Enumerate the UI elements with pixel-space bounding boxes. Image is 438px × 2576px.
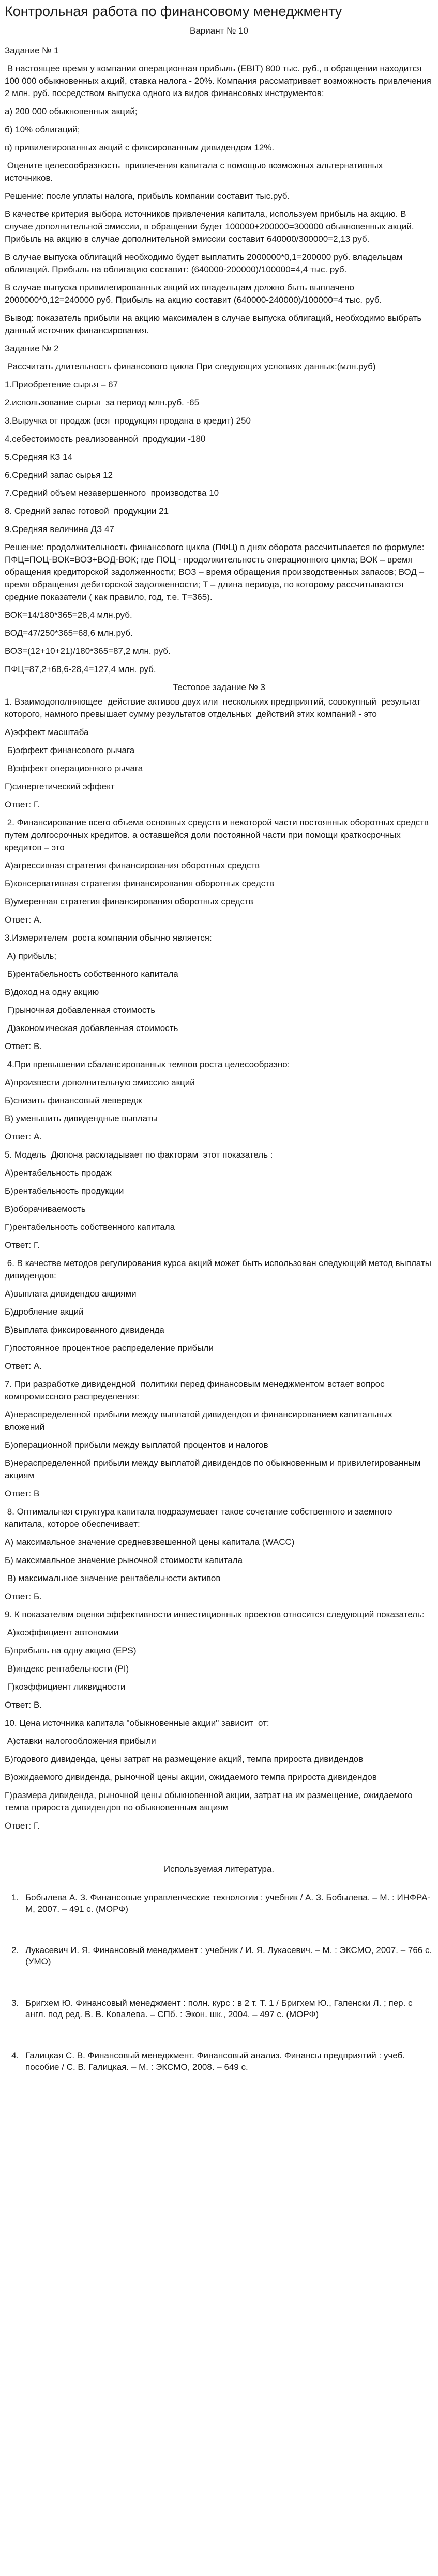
question-option: В)эффект операционного рычага <box>5 763 143 773</box>
question-option: Г)постоянное процентное распределение прибыли <box>5 1343 214 1353</box>
question-option: А)ставки налогообложения прибыли <box>5 1736 156 1746</box>
question-option: В)оборачиваемость <box>5 1204 86 1214</box>
question-option: Б)дробление акций <box>5 1307 84 1317</box>
question-option: Г)рентабельность собственного капитала <box>5 1222 175 1232</box>
task-1-solution-4: В случае выпуска привилегированных акций их владельцам должно быть выплачено 2000000*0,12=240000 руб. Прибыль на акцию составит (640000-240000)/100000=4 тыс. руб. <box>5 283 382 305</box>
question-option: Б)рентабельность продукции <box>5 1186 124 1196</box>
question-option: А)рентабельность продаж <box>5 1168 112 1178</box>
question-option: Г)размера дивиденда, рыночной цены обыкновенной акции, затрат на их размещение, ожидаемого темпа прироста дивидендов по обыкновенным акциям <box>5 1790 415 1813</box>
task-2-solution: Решение: продолжительность финансового цикла (ПФЦ) в днях оборота рассчитывается по формуле: ПФЦ=ПОЦ-ВОК=ВОЗ+ВОД-ВОК; где ПОЦ - продолжительность операционного цикла; ВОК – время обращения кредиторской задолженности; ВОЗ – время обращения производственных запасов; ВОД – время обращения дебиторской задолженности; T – длина периода, по которому рассчитываются средние показатели ( как правило, год, т.е. Т=365). <box>5 542 427 602</box>
question-option: Д)экономическая добавленная стоимость <box>5 1023 178 1033</box>
literature-heading: Используемая литература. <box>163 1864 275 1874</box>
task-1-question: Оцените целесообразность привлечения капитала с помощью возможных альтернативных источников. <box>5 161 385 183</box>
task-1-solution-3: В случае выпуска облигаций необходимо будет выплатить 2000000*0,1=200000 руб. владельцам облигаций. Прибыль на облигацию составит: (640000-200000)/100000=4,4 тыс. руб. <box>5 252 405 274</box>
question-text: 9. К показателям оценки эффективности инвестиционных проектов относится следующий показатель: <box>5 1610 425 1619</box>
task-1-option-b: б) 10% облигаций; <box>5 124 80 134</box>
question-option: А) максимальное значение средневзвешенной цены капитала (WACC) <box>5 1537 295 1547</box>
literature-item: 4. Галицкая С. В. Финансовый менеджмент. Финансовый анализ. Финансы предприятий : учеб. пособие / С. В. Галицкая. – М. : ЭКСМО, 2008. – 649 с. <box>21 2050 433 2073</box>
question-option: Б)прибыль на одну акцию (EPS) <box>5 1646 137 1656</box>
literature-list <box>5 1892 433 2073</box>
question-option: Г)синергетический эффект <box>5 782 115 791</box>
question-7 <box>5 1378 433 1500</box>
question-answer: Ответ: В. <box>5 1041 42 1051</box>
question-2 <box>5 817 433 926</box>
question-text: 2. Финансирование всего объема основных средств и некоторой части постоянных оборотных средств путем долгосрочных кредитов. а оставшейся доли постоянной части при помощи краткосрочных кредитов – это <box>5 818 431 852</box>
literature-item: 2. Лукасевич И. Я. Финансовый менеджмент : учебник / И. Я. Лукасевич. – М. : ЭКСМО, 2007. – 766 с. (УМО) <box>21 1945 433 1968</box>
question-text: 10. Цена источника капитала "обыкновенные акции" зависит от: <box>5 1718 269 1728</box>
task-1-heading: Задание № 1 <box>5 45 59 55</box>
question-answer: Ответ: В. <box>5 1700 42 1710</box>
question-option: А)нераспределенной прибыли между выплатой дивидендов и финансированием капитальных вложений <box>5 1410 395 1432</box>
question-9 <box>5 1609 433 1711</box>
question-option: А)коэффициент автономии <box>5 1628 119 1637</box>
question-option: Б)годового дивиденда, цены затрат на размещение акций, темпа прироста дивидендов <box>5 1754 364 1764</box>
question-option: А)эффект масштаба <box>5 727 89 737</box>
question-option: В) уменьшить дивидендные выплаты <box>5 1114 158 1123</box>
question-option: В) максимальное значение рентабельности активов <box>5 1573 221 1583</box>
question-option: А)выплата дивидендов акциями <box>5 1289 137 1299</box>
question-option: В)выплата фиксированного дивиденда <box>5 1325 164 1335</box>
task-2-heading: Задание № 2 <box>5 344 59 353</box>
literature-item: 1. Бобылева А. З. Финансовые управленческие технологии : учебник / А. З. Бобылева. – М. : ИНФРА-М, 2007. – 491 с. (МОРФ) <box>21 1892 433 1915</box>
document-title: Контрольная работа по финансовому менеджменту <box>5 4 342 19</box>
variant-label: Вариант № 10 <box>190 26 248 36</box>
task-2-voz: ВОЗ=(12+10+21)/180*365=87,2 млн. руб. <box>5 646 171 656</box>
question-option: В)индекс рентабельности (PI) <box>5 1664 129 1674</box>
task-2-item: 8. Средний запас готовой продукции 21 <box>5 506 169 516</box>
question-answer: Ответ: А. <box>5 1132 42 1142</box>
question-option: Г)рыночная добавленная стоимость <box>5 1005 156 1015</box>
question-option: Г)коэффициент ликвидности <box>5 1682 126 1692</box>
question-text: 1. Взаимодополняющее действие активов двух или нескольких предприятий, совокупный результат которого, намного превышает сумму результатов отдельных действий этих компаний - это <box>5 697 424 719</box>
question-option: Б)рентабельность собственного капитала <box>5 969 178 979</box>
task-1-solution-1: Решение: после уплаты налога, прибыль компании составит тыс.руб. <box>5 191 290 201</box>
question-option: Б) максимальное значение рыночной стоимости капитала <box>5 1555 243 1565</box>
question-text: 6. В качестве методов регулирования курса акций может быть использован следующий метод выплаты дивидендов: <box>5 1258 434 1281</box>
question-3 <box>5 932 433 1053</box>
question-text: 3.Измерителем роста компании обычно является: <box>5 933 212 943</box>
question-text: 5. Модель Дюпона раскладывает по факторам этот показатель : <box>5 1150 273 1160</box>
literature <box>5 1863 433 2073</box>
question-8 <box>5 1506 433 1603</box>
question-6 <box>5 1257 433 1372</box>
question-option: Б)эффект финансового рычага <box>5 745 135 755</box>
task-2-vod: ВОД=47/250*365=68,6 млн.руб. <box>5 628 133 638</box>
task-2-item: 4.себестоимость реализованной продукции -180 <box>5 434 206 444</box>
task-2-item: 3.Выручка от продаж (вся продукция продана в кредит) 250 <box>5 416 251 426</box>
question-option: В)доход на одну акцию <box>5 987 99 997</box>
question-answer: Ответ: Г. <box>5 1240 40 1250</box>
task-3 <box>5 681 433 1832</box>
question-option: Б)консервативная стратегия финансирования оборотных средств <box>5 879 274 888</box>
question-answer: Ответ: Г. <box>5 1821 40 1831</box>
question-1 <box>5 696 433 811</box>
question-option: Б)снизить финансовый левередж <box>5 1096 142 1105</box>
question-answer: Ответ: А. <box>5 915 42 925</box>
question-option: В)нераспределенной прибыли между выплатой дивидендов по обыкновенным и привилегированным акциям <box>5 1458 424 1480</box>
question-5 <box>5 1149 433 1252</box>
question-option: А) прибыль; <box>5 951 57 961</box>
question-text: 4.При превышении сбалансированных темпов роста целесообразно: <box>5 1059 290 1069</box>
question-text: 8. Оптимальная структура капитала подразумевает такое сочетание собственного и заемного капитала, которое обеспечивает: <box>5 1507 395 1529</box>
task-1-conclusion: Вывод: показатель прибыли на акцию максимален в случае выпуска облигаций, необходимо выбрать данный источник финансирования. <box>5 313 425 335</box>
question-option: А)агрессивная стратегия финансирования оборотных средств <box>5 861 260 870</box>
task-1-option-a: а) 200 000 обыкновенных акций; <box>5 106 138 116</box>
task-2-pfc: ПФЦ=87,2+68,6-28,4=127,4 млн. руб. <box>5 664 156 674</box>
task-1-solution-2: В качестве критерия выбора источников привлечения капитала, используем прибыль на акцию. В случае дополнительной эмиссии, в обращении будет 100000+200000=300000 обыкновенных акций. Прибыль на акцию в случае дополнительной эмиссии составит 640000/300000=2,13 руб. <box>5 209 417 244</box>
question-option: В)ожидаемого дивиденда, рыночной цены акции, ожидаемого темпа прироста дивидендов <box>5 1772 377 1782</box>
task-2 <box>5 342 433 676</box>
task-2-item: 5.Средняя КЗ 14 <box>5 452 73 462</box>
question-answer: Ответ: Г. <box>5 800 40 809</box>
question-option: В)умеренная стратегия финансирования оборотных средств <box>5 897 253 907</box>
task-2-item: 1.Приобретение сырья – 67 <box>5 380 118 389</box>
task-2-vok: ВОК=14/180*365=28,4 млн.руб. <box>5 610 132 620</box>
task-2-item: 7.Средний объем незавершенного производства 10 <box>5 488 219 498</box>
task-3-heading: Тестовое задание № 3 <box>172 682 265 692</box>
task-1 <box>5 44 433 337</box>
task-1-intro: В настоящее время у компании операционная прибыль (EBIT) 800 тыс. руб., в обращении находится 100 000 обыкновенных акций, ставка налога - 20%. Компания рассматривает возможность привлечения 2 млн. руб. посредством выпуска одного из видов финансовых инструментов: <box>5 64 434 98</box>
task-2-intro: Рассчитать длительность финансового цикла При следующих условиях данных:(млн.руб) <box>5 362 376 371</box>
task-2-item: 9.Средняя величина ДЗ 47 <box>5 524 114 534</box>
question-4 <box>5 1058 433 1143</box>
literature-item: 3. Бригхем Ю. Финансовый менеджмент : полн. курс : в 2 т. Т. 1 / Бригхем Ю., Гапенски Л. ; пер. с англ. под ред. В. В. Ковалева. – СПб. : Экон. шк., 2004. – 497 с. (МОРФ) <box>21 1997 433 2020</box>
task-1-option-c: в) привилегированных акций с фиксированным дивидендом 12%. <box>5 143 275 152</box>
question-10 <box>5 1717 433 1832</box>
question-option: А)произвести дополнительную эмиссию акций <box>5 1078 195 1087</box>
question-answer: Ответ: Б. <box>5 1591 42 1601</box>
question-text: 7. При разработке дивидендной политики перед финансовым менеджментом встает вопрос компромиссного распределения: <box>5 1379 387 1401</box>
question-answer: Ответ: В <box>5 1489 40 1498</box>
task-2-item: 2.использование сырья за период млн.руб. -65 <box>5 398 200 408</box>
question-answer: Ответ: А. <box>5 1361 42 1371</box>
task-2-item: 6.Средний запас сырья 12 <box>5 470 113 480</box>
question-option: Б)операционной прибыли между выплатой процентов и налогов <box>5 1440 268 1450</box>
